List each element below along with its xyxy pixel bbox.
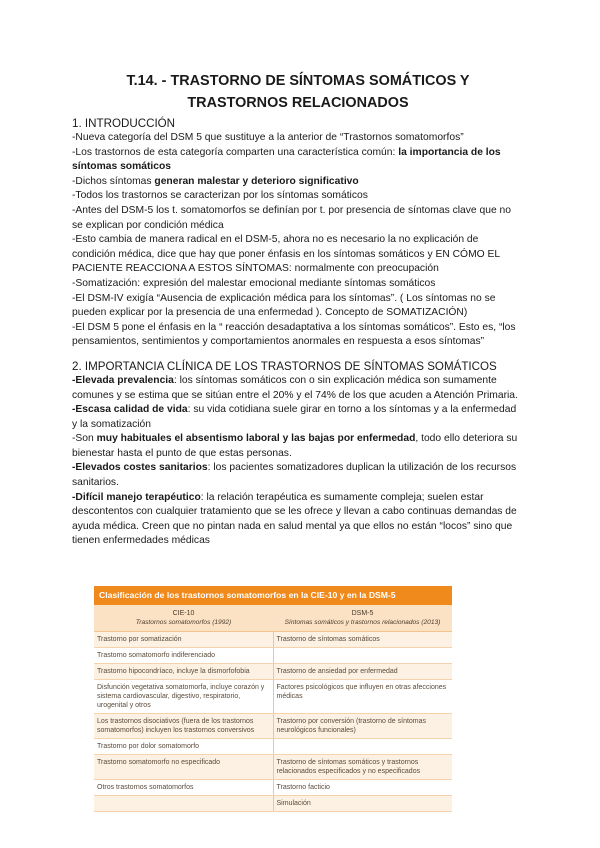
- table-cell-dsm5: Trastorno de ansiedad por enfermedad: [273, 664, 452, 680]
- costs-text: : los pacientes somatizadores duplican la utilización de los recursos sanitarios.: [72, 462, 517, 489]
- intro-p2-bold: la importancia de los síntomas somáticos: [72, 146, 501, 173]
- table-cell-dsm5: Trastorno de síntomas somáticos: [273, 632, 452, 648]
- intro-paragraph-6: -Esto cambia de manera radical en el DSM-5, ahora no es necesario la no explicación de condición médica, dice que hay que poner énfasis en los síntomas somáticos y EN CÓMO EL PACIENTE REACCIONA A ESTOS SÍNTOMAS: normalmente con preocupación: [72, 234, 500, 275]
- table-cell-cie10: Trastorno hipocondríaco, incluye la dismorfofobia: [94, 664, 273, 680]
- intro-paragraph-5: -Antes del DSM-5 los t. somatomorfos se definían por t. por presencia de síntomas clave que no se explican por condición médica: [72, 204, 511, 231]
- table-cell-cie10: Trastorno somatomorfo no especificado: [94, 755, 273, 780]
- table-row: [94, 648, 452, 664]
- absenteeism-pre: -Son: [72, 433, 97, 445]
- clinical-point-therapy: [72, 491, 524, 549]
- clinical-point-absenteeism: [72, 432, 524, 461]
- table-cell-cie10: [94, 796, 273, 812]
- title-line-2: TRASTORNOS RELACIONADOS: [187, 95, 409, 111]
- table-row: [94, 796, 452, 812]
- intro-paragraph-2: [72, 146, 524, 175]
- absenteeism-text: , todo ello deteriora su bienestar hasta el punto de que estas personas.: [72, 433, 518, 459]
- table-cell-dsm5: [273, 648, 452, 664]
- table-row: [94, 780, 452, 796]
- table-caption: Clasificación de los trastornos somatomorfos en la CIE-10 y en la DSM-5: [94, 586, 452, 605]
- intro-paragraph-8: -El DSM-IV exigía “Ausencia de explicación médica para los síntomas”. ( Los síntomas no se pueden explicar por la presencia de una enfermedad ). Concepto de SOMATIZACIÓN): [72, 292, 496, 319]
- table-cell-cie10: Otros trastornos somatomorfos: [94, 780, 273, 796]
- column-header-dsm5: [273, 605, 452, 632]
- document-page: [72, 70, 524, 549]
- therapy-text: : la relación terapéutica es sumamente compleja; suelen estar descontentos con cualquier tratamiento que se les ofrece y llevan a cabo continuas demandas de ayuda médica. Creen que no pintan nada en salud mental ya que ellos no están “locos” sino que tienen enfermedades médicas: [72, 491, 517, 547]
- table-row: [94, 755, 452, 780]
- clinical-point-costs: [72, 461, 524, 490]
- intro-p3-bold: generan malestar y deterioro significativo: [154, 175, 359, 187]
- table-cell-cie10: Trastorno somatomorfo indiferenciado: [94, 648, 273, 664]
- table-cell-dsm5: Factores psicológicos que influyen en otras afecciones médicas: [273, 680, 452, 714]
- intro-p2-text: -Los trastornos de esta categoría comparten una característica común:: [72, 146, 399, 158]
- clinical-point-quality: [72, 403, 524, 432]
- prevalence-text: : los síntomas somáticos con o sin explicación médica son sumamente comunes y se estima que se sitúan entre el 20% y el 74% de los que acuden a Atención Primaria.: [72, 374, 518, 401]
- cie10-title: CIE-10: [172, 610, 195, 617]
- intro-paragraph-3: [72, 175, 524, 190]
- table-cell-cie10: Trastorno por somatización: [94, 632, 273, 648]
- page-title: [72, 70, 524, 114]
- quality-text: : su vida cotidiana suele girar en torno a los síntomas y a la enfermedad y la somatización: [72, 404, 517, 430]
- table-cell-cie10: Trastorno por dolor somatomorfo: [94, 739, 273, 755]
- intro-paragraph-1: -Nueva categoría del DSM 5 que sustituye a la anterior de “Trastornos somatomorfos”: [72, 132, 464, 143]
- table-cell-cie10: Disfunción vegetativa somatomorfa, incluye corazón y sistema cardiovascular, digestivo, respiratorio, urogenital y otros: [94, 680, 273, 714]
- therapy-bold: -Difícil manejo terapéutico: [72, 491, 201, 503]
- table-cell-dsm5: [273, 739, 452, 755]
- table-row: [94, 739, 452, 755]
- cie10-subtitle: Trastornos somatomorfos (1992): [135, 619, 232, 626]
- section-1-heading: 1. INTRODUCCIÓN: [72, 117, 176, 130]
- quality-bold: -Escasa calidad de vida: [72, 404, 188, 416]
- table-cell-dsm5: Trastorno facticio: [273, 780, 452, 796]
- intro-paragraph-4: -Todos los trastornos se caracterizan por los síntomas somáticos: [72, 190, 368, 202]
- dsm5-title: DSM-5: [351, 610, 374, 617]
- intro-paragraph-7: -Somatización: expresión del malestar emocional mediante síntomas somáticos: [72, 277, 436, 289]
- dsm5-subtitle: Síntomas somáticos y trastornos relacionados (2013): [284, 619, 441, 626]
- column-header-cie10: [94, 605, 273, 632]
- clinical-point-prevalence: [72, 374, 524, 403]
- prevalence-bold: -Elevada prevalencia: [72, 374, 174, 386]
- table-row: [94, 664, 452, 680]
- table-row: [94, 680, 452, 714]
- intro-paragraph-9: -El DSM 5 pone el énfasis en la “ reacción desadaptativa a los síntomas somáticos”. Esto es, “los pensamientos, sentimientos y comportamientos anormales en respuesta a esos síntomas”: [72, 321, 516, 348]
- title-line-1: T.14. - TRASTORNO DE SÍNTOMAS SOMÁTICOS Y: [126, 73, 470, 89]
- intro-p3-text: -Dichos síntomas: [72, 175, 155, 187]
- table-cell-dsm5: Trastorno de síntomas somáticos y trastornos relacionados especificados y no especificados: [273, 755, 452, 780]
- table-row: [94, 632, 452, 648]
- costs-bold: -Elevados costes sanitarios: [72, 462, 208, 474]
- section-2-heading: 2. IMPORTANCIA CLÍNICA DE LOS TRASTORNOS DE SÍNTOMAS SOMÁTICOS: [72, 359, 497, 373]
- table-row: [94, 714, 452, 739]
- absenteeism-bold: muy habituales el absentismo laboral y las bajas por enfermedad: [96, 433, 416, 445]
- section-spacer: [72, 350, 524, 359]
- classification-table: [94, 586, 452, 812]
- table-cell-cie10: Los trastornos disociativos (fuera de los trastornos somatomorfos) incluyen los trastornos conversivos: [94, 714, 273, 739]
- table-cell-dsm5: Simulación: [273, 796, 452, 812]
- table-cell-dsm5: Trastorno por conversión (trastorno de síntomas neurológicos funcionales): [273, 714, 452, 739]
